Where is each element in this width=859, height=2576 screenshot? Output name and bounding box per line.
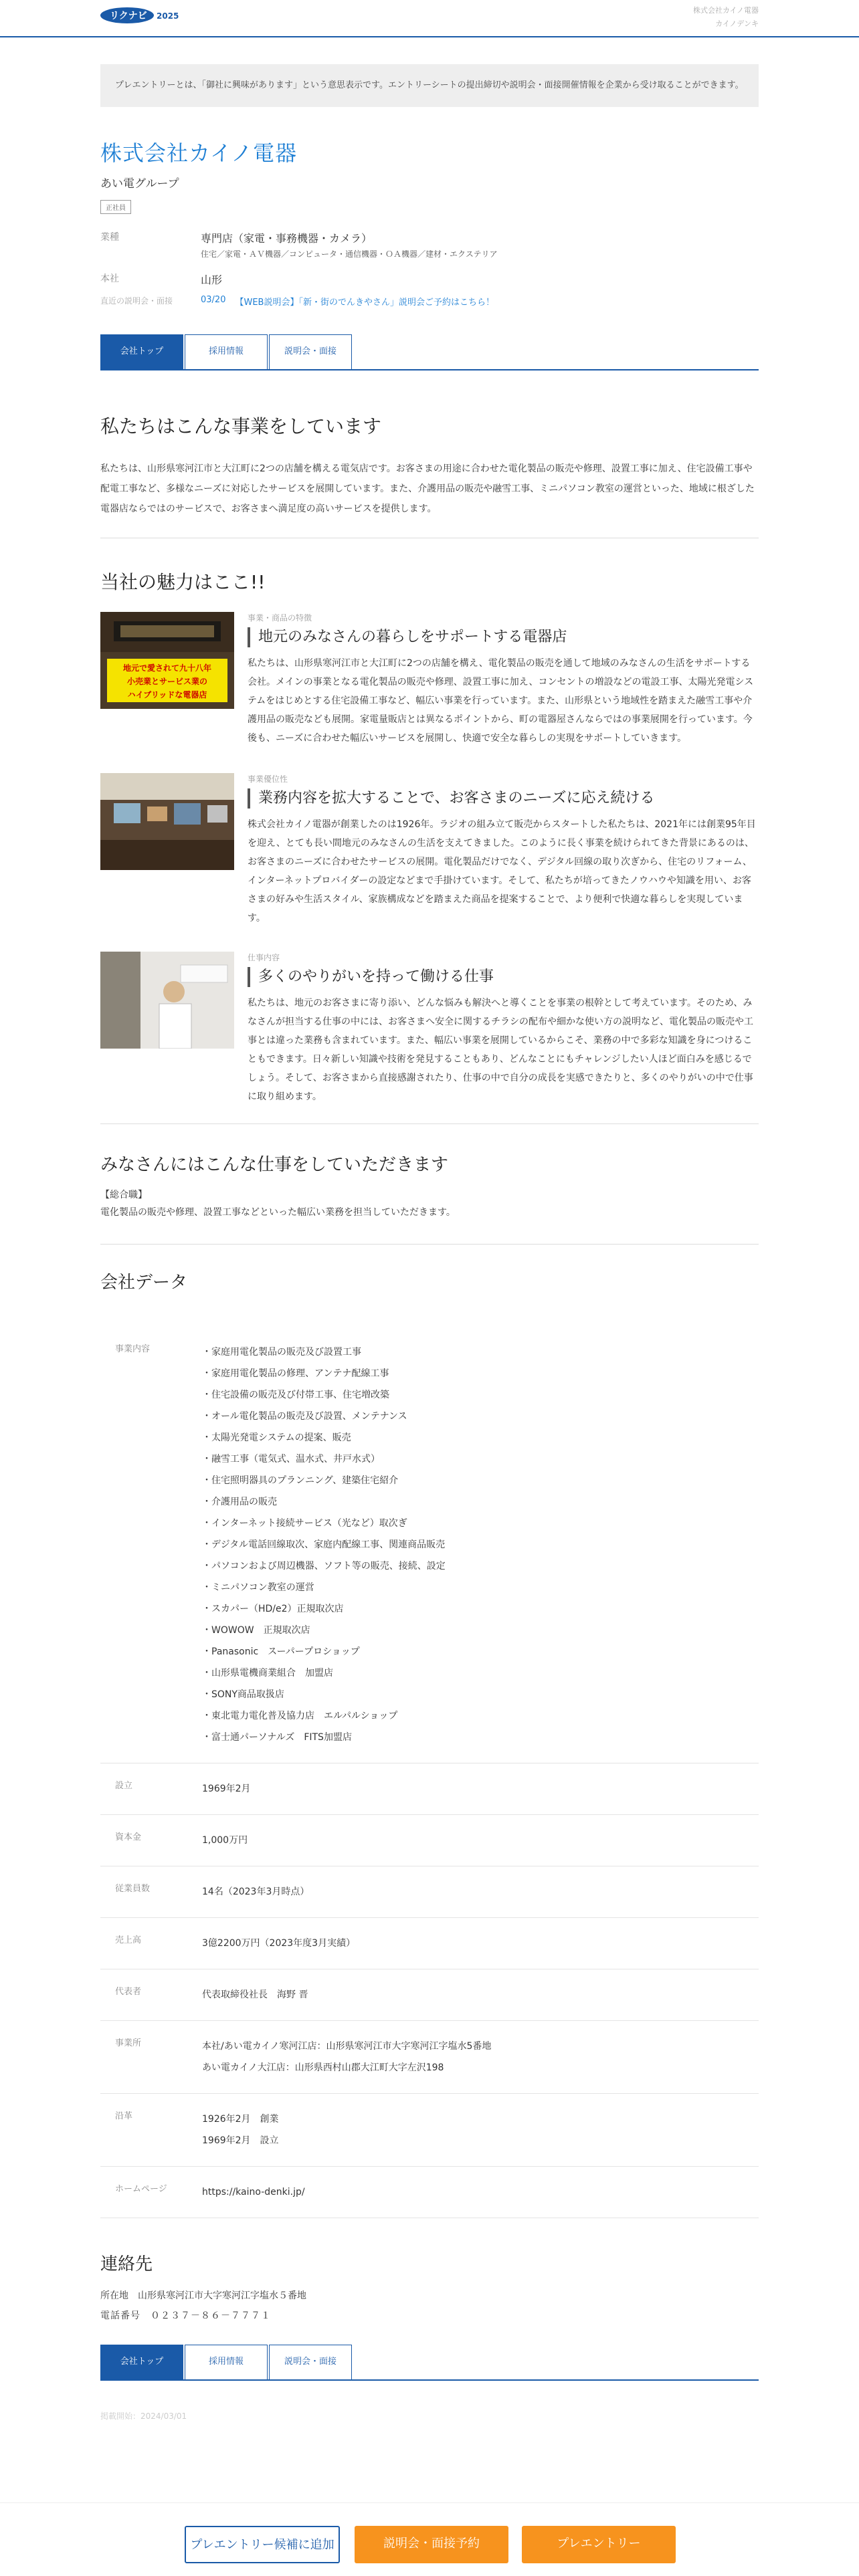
logo-mark <box>100 4 201 27</box>
appeal-item <box>100 773 759 928</box>
employment-badge: 正社員 <box>100 200 131 214</box>
business-content-item: ・山形県電機商業組合 加盟店 <box>202 1668 333 1679</box>
business-title: 私たちはこんな事業をしています <box>100 415 382 437</box>
company-name: 株式会社カイノ電器 <box>100 140 298 166</box>
event-link[interactable]: 【WEB説明会】「新・街のでんきやさん」説明会ご予約はこちら！ <box>235 298 494 308</box>
business-content-item: ・住宅照明器具のプランニング、建築住宅紹介 <box>202 1475 399 1486</box>
company-group: あい電グループ <box>100 177 179 191</box>
work-text: 電化製品の販売や修理、設置工事などといった幅広い業務を担当していただきます。 <box>100 1207 456 1218</box>
logo-year: 2025 <box>157 11 179 21</box>
industry-value: 専門店（家電・事務機器・カメラ） <box>201 232 373 245</box>
company-data-label: 代表者 <box>115 1987 142 1997</box>
divider <box>100 1244 759 1245</box>
pre-entry-button[interactable]: プレエントリー <box>522 2526 676 2563</box>
appeal-title: 当社の魅力はここ!! <box>100 571 266 593</box>
interior-photo <box>100 773 234 870</box>
company-data-label: 売上高 <box>115 1935 142 1945</box>
company-data-table <box>100 1327 759 2218</box>
company-data-value <box>202 1881 759 1903</box>
business-content-item: ・ミニパソコン教室の運営 <box>202 1582 314 1593</box>
appeal-text: 私たちは、山形県寒河江市と大江町に2つの店舗を構え、電化製品の販売を通して地域のみなさんの生活をサポートする会社。メインの事業となる電化製品の販売や修理、設置工事に加え、コンセントの増設などの電設工事、太陽光発電システムをはじめとする住宅設備工事など、幅広い事業を行っています。また、山形県という地域性を踏まえた融雪工事や介護用品の販売なども展開。家電量販店とは異なるポイントから、町の電器屋さんならではの事業展開を行っています。今後も、ニーズに合わせた幅広いサービスを展開し、快適で安全な暮らしの実現をサポートしていきます。 <box>248 658 754 744</box>
company-data-value <box>202 1830 759 1851</box>
company-data-label: 設立 <box>115 1781 133 1791</box>
company-data-line: 代表取締役社長 海野 晋 <box>202 1990 308 2000</box>
hq-label: 本社 <box>100 274 119 284</box>
tab-seminar[interactable]: 説明会・面接 <box>269 2345 352 2379</box>
company-data-label: 資本金 <box>115 1832 142 1842</box>
industry-row <box>100 230 759 259</box>
image-caption <box>107 661 227 702</box>
appeal-category: 事業・商品の特徴 <box>248 613 312 623</box>
company-data-label: ホームページ <box>115 2184 167 2194</box>
tab-seminar[interactable]: 説明会・面接 <box>269 334 352 369</box>
business-content-item: ・東北電力電化普及協力店 エルパルショップ <box>202 1711 398 1721</box>
company-data-line: 3億2200万円（2023年度3月実績） <box>202 1938 356 1949</box>
business-content-item: ・介護用品の販売 <box>202 1497 277 1507</box>
business-content-item: ・パソコンおよび周辺機器、ソフト等の販売、接続、設定 <box>202 1561 446 1572</box>
tab-company-top[interactable]: 会社トップ <box>100 2345 183 2379</box>
company-data-row <box>100 1969 759 2021</box>
company-data-row <box>100 1866 759 1918</box>
business-content-item: ・WOWOW 正規取次店 <box>202 1625 310 1636</box>
company-data-rows <box>100 1763 759 2218</box>
business-content-item: ・Panasonic スーパープロショップ <box>202 1646 360 1657</box>
company-data-row <box>100 2021 759 2094</box>
business-content-item: ・家庭用電化製品の修理、アンテナ配線工事 <box>202 1368 389 1379</box>
appeal-category: 仕事内容 <box>248 953 280 962</box>
company-data-value <box>202 1778 759 1800</box>
business-content-item: ・富士通パーソナルズ FITS加盟店 <box>202 1732 352 1743</box>
tab-recruit-info[interactable]: 採用情報 <box>185 2345 268 2379</box>
header-company-name: 株式会社カイノ電器 <box>692 6 759 15</box>
tab-company-top[interactable]: 会社トップ <box>100 334 183 369</box>
shop-interior-image <box>100 773 234 870</box>
header-company <box>693 4 759 31</box>
business-content-item: ・スカパー（HD/e2）正規取次店 <box>202 1604 344 1614</box>
caption-line-1: 地元で愛されて九十八年 <box>122 663 211 673</box>
appeal-item <box>100 612 759 748</box>
main-content <box>100 64 759 2422</box>
worker-photo <box>100 952 234 1049</box>
industry-label: 業種 <box>100 232 119 243</box>
business-content-item: ・太陽光発電システムの提案、販売 <box>202 1432 351 1443</box>
business-content-label: 事業内容 <box>115 1344 151 1354</box>
page-tabs <box>100 334 759 370</box>
appeal-item <box>100 952 759 1106</box>
company-data-line: あい電カイノ大江店：山形県西村山郡大江町大字左沢198 <box>202 2062 444 2073</box>
business-content-list <box>202 1341 759 1748</box>
pre-entry-notice: プレエントリーとは、「御社に興味があります」という意思表示です。エントリーシートの提出締切や説明会・面接開催情報を企業から受け取ることができます。 <box>100 64 759 107</box>
page-tabs-bottom <box>100 2345 759 2381</box>
company-data-row <box>100 2167 759 2218</box>
event-date-link[interactable]: 03/20 <box>201 295 226 305</box>
company-data-line: 1969年2月 <box>202 1784 251 1794</box>
contact-phone: 電話番号 ０２３７－８６－７７７１ <box>100 2311 271 2321</box>
action-bar <box>0 2502 859 2576</box>
worker-image <box>100 952 234 1049</box>
caption-line-2: 小売業とサービス業の <box>126 677 207 686</box>
reserve-seminar-button[interactable]: 説明会・面接予約 <box>355 2526 508 2563</box>
appeal-heading: 地元のみなさんの暮らしをサポートする電器店 <box>248 627 759 647</box>
company-data-label: 沿革 <box>115 2111 133 2121</box>
header-company-kana: カイノデンキ <box>715 19 759 28</box>
company-data-value <box>202 1984 759 2006</box>
company-data-value <box>202 1933 759 1954</box>
business-content-item: ・融雪工事（電気式、温水式、井戸水式） <box>202 1454 380 1465</box>
work-role: 【総合職】 <box>100 1190 147 1200</box>
company-data-line: 1969年2月 設立 <box>202 2135 279 2146</box>
business-content-row <box>100 1327 759 1763</box>
event-row <box>100 295 759 308</box>
company-data-row <box>100 1815 759 1866</box>
hq-value: 山形 <box>201 274 223 286</box>
appeal-heading: 業務内容を拡大することで、お客さまのニーズに応え続ける <box>248 788 759 809</box>
company-data-row <box>100 2094 759 2167</box>
work-title: みなさんにはこんな仕事をしていただきます <box>100 1155 449 1175</box>
logo-text: リクナビ <box>110 11 147 21</box>
contact-address: 所在地 山形県寒河江市大字寒河江字塩水５番地 <box>100 2290 306 2301</box>
business-text: 私たちは、山形県寒河江市と大江町に2つの店舗を構える電気店です。お客さまの用途に合わせた電化製品の販売や修理、設置工事に加え、住宅設備工事や配電工事など、多様なニーズに対応したサービスを展開しています。また、介護用品の販売や融雪工事、ミニパソコン教室の運営といった、地域に根ざした電器店ならではのサービスで、お客さまへ満足度の高いサービスを提供します。 <box>100 463 755 514</box>
company-data-line: 1,000万円 <box>202 1835 248 1846</box>
business-content-item: ・家庭用電化製品の販売及び設置工事 <box>202 1347 361 1358</box>
business-content-item: ・SONY商品取扱店 <box>202 1689 284 1700</box>
company-data-label: 従業員数 <box>115 1884 151 1894</box>
tab-recruit-info[interactable]: 採用情報 <box>185 334 268 369</box>
site-header <box>0 0 859 37</box>
company-data-row <box>100 1918 759 1969</box>
business-content-item: ・インターネット接続サービス（光など）取次ぎ <box>202 1518 407 1529</box>
appeal-text: 株式会社カイノ電器が創業したのは1926年。ラジオの組み立て販売からスタートした私たちは、2021年には創業95年目を迎え、とても長い間地元のみなさんの生活を支えてきました。このように長く事業を続けられてきた背景にあるのは、お客さまのニーズに合わせたサービスの展開。電化製品だけでなく、デジタル回線の取り次ぎから、住宅のリフォーム、インターネットプロバイダーの設定などまで手掛けています。そして、私たちが培ってきたノウハウや知識を用い、お客さまの好みや生活スタイル、家族構成などを踏まえた商品を提案することで、より便利で快適な暮らしを実現しています。 <box>248 819 756 924</box>
company-data-line: 14名（2023年3月時点） <box>202 1887 310 1897</box>
posting-date: 掲載開始：2024/03/01 <box>100 2411 187 2421</box>
rikunabi-logo[interactable] <box>100 4 201 27</box>
company-data-line: 1926年2月 創業 <box>202 2114 279 2125</box>
event-label: 直近の説明会・面接 <box>100 296 173 306</box>
add-candidate-button[interactable]: プレエントリー候補に追加 <box>185 2526 340 2563</box>
caption-line-3: ハイブリッドな電器店 <box>127 690 207 700</box>
divider <box>100 1123 759 1124</box>
company-data-label: 事業所 <box>115 2038 142 2048</box>
appeal-heading: 多くのやりがいを持って働ける仕事 <box>248 967 759 987</box>
company-data-line: 本社/あい電カイノ寒河江店：山形県寒河江市大字寒河江字塩水5番地 <box>202 2041 492 2052</box>
company-data-title: 会社データ <box>100 1273 188 1293</box>
company-data-row <box>100 1763 759 1815</box>
industry-sub: 住宅／家電・ＡＶ機器／コンピュータ・通信機器・ＯＡ機器／建材・エクステリア <box>201 249 498 259</box>
homepage-link[interactable]: https://kaino-denki.jp/ <box>202 2187 305 2197</box>
business-content-item: ・住宅設備の販売及び付帯工事、住宅増改築 <box>202 1390 389 1400</box>
appeal-category: 事業優位性 <box>248 774 288 784</box>
hq-row <box>100 272 759 287</box>
company-data-value <box>202 2181 759 2203</box>
store-sign-image <box>100 612 234 709</box>
company-data-value <box>202 2109 759 2151</box>
appeal-text: 私たちは、地元のお客さまに寄り添い、どんな悩みも解決へと導くことを事業の根幹として考えています。そのため、みなさんが担当する仕事の中には、お客さまへ安全に関するチラシの配布や細かな使い方の説明など、電化製品の販売や工事とは違った業務も含まれています。また、幅広い事業を展開しているからこそ、業務の中で多彩な知識を身につけることもできます。日々新しい知識や技術を発見することもあり、どんなことにもチャレンジしたい人ほど面白みを感じるでしょう。そして、お客さまから直接感謝されたり、仕事の中で自分の成長を実感できたりと、多くのやりがいの中で仕事に取り組めます。 <box>248 998 753 1102</box>
company-summary <box>100 230 759 308</box>
contact-title: 連絡先 <box>100 2254 153 2274</box>
business-content-item: ・オール電化製品の販売及び設置、メンテナンス <box>202 1411 407 1422</box>
company-data-value <box>202 2036 759 2078</box>
business-content-item: ・デジタル電話回線取次、家庭内配線工事、関連商品販売 <box>202 1539 446 1550</box>
